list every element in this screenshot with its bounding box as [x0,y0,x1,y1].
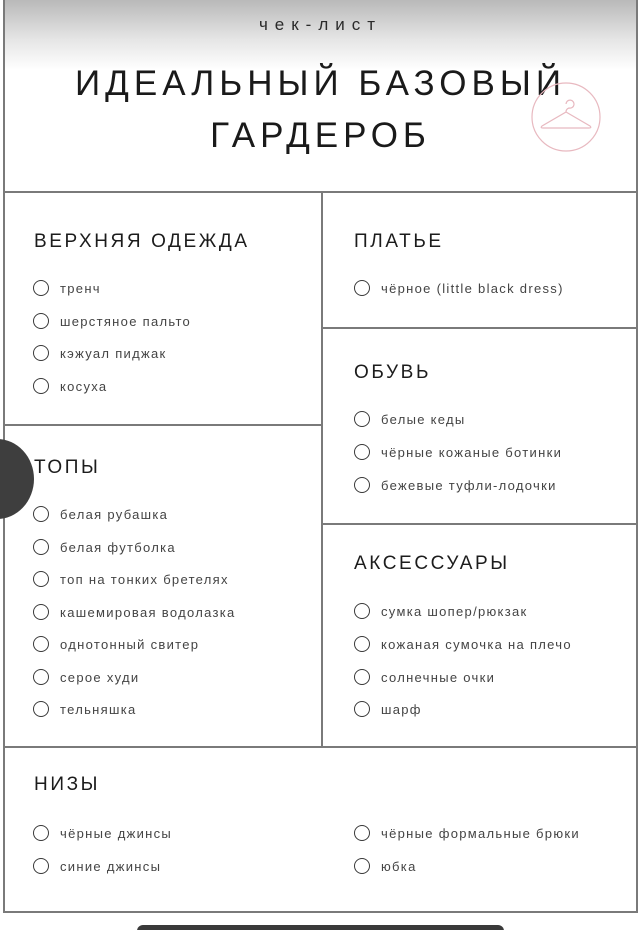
checklist-item[interactable]: кашемировая водолазка [33,602,236,622]
radio-circle[interactable] [33,506,49,522]
section-accessories [323,525,638,746]
checklist-item[interactable]: чёрные кожаные ботинки [354,442,562,462]
title-line-2: ГАРДЕРОБ [210,116,431,155]
section-title: ВЕРХНЯЯ ОДЕЖДА [34,231,250,252]
header [5,0,636,193]
checklist-item[interactable]: тельняшка [33,699,137,719]
checklist-item[interactable]: серое худи [33,667,139,687]
radio-circle[interactable] [33,825,49,841]
radio-circle[interactable] [33,604,49,620]
checklist-item[interactable]: солнечные очки [354,667,495,687]
checklist-item[interactable]: кожаная сумочка на плечо [354,634,572,654]
checklist-item[interactable]: чёрные формальные брюки [354,823,580,843]
section-title: НИЗЫ [34,774,101,795]
checklist-item[interactable]: юбка [354,856,417,876]
checklist-item[interactable]: кэжуал пиджак [33,343,167,363]
radio-circle[interactable] [33,571,49,587]
checklist-item[interactable]: бежевые туфли-лодочки [354,475,557,495]
radio-circle[interactable] [33,313,49,329]
radio-circle[interactable] [33,669,49,685]
radio-circle[interactable] [33,539,49,555]
section-title: АКСЕССУАРЫ [354,553,510,574]
title-line-1: ИДЕАЛЬНЫЙ БАЗОВЫЙ [74,64,566,103]
section-title: ПЛАТЬЕ [354,231,444,252]
radio-circle[interactable] [354,477,370,493]
checklist-item[interactable]: чёрное (little black dress) [354,278,564,298]
checklist-item[interactable]: синие джинсы [33,856,161,876]
section-outerwear [5,193,321,424]
radio-circle[interactable] [354,669,370,685]
radio-circle[interactable] [33,345,49,361]
radio-circle[interactable] [33,858,49,874]
footer-bar [137,925,504,930]
radio-circle[interactable] [33,701,49,717]
section-shoes [323,329,638,523]
radio-circle[interactable] [354,444,370,460]
section-dress [323,193,638,327]
checklist-item[interactable]: шарф [354,699,422,719]
radio-circle[interactable] [33,636,49,652]
radio-circle[interactable] [354,858,370,874]
radio-circle[interactable] [354,825,370,841]
checklist-item[interactable]: чёрные джинсы [33,823,172,843]
section-title: ТОПЫ [34,457,101,478]
checklist-item[interactable]: однотонный свитер [33,634,199,654]
radio-circle[interactable] [354,701,370,717]
radio-circle[interactable] [33,378,49,394]
hanger-icon [531,82,601,152]
subtitle: чек-лист [258,15,383,34]
radio-circle[interactable] [354,603,370,619]
radio-circle[interactable] [354,411,370,427]
radio-circle[interactable] [354,636,370,652]
checklist-item[interactable]: шерстяное пальто [33,311,191,331]
checklist-item[interactable]: белая рубашка [33,504,168,524]
checklist-item[interactable]: сумка шопер/рюкзак [354,601,527,621]
checklist-sheet [3,0,638,913]
checklist-item[interactable]: топ на тонких бретелях [33,569,229,589]
section-tops [5,426,321,746]
checklist-item[interactable]: белая футболка [33,537,176,557]
radio-circle[interactable] [354,280,370,296]
section-title: ОБУВЬ [354,362,432,383]
radio-circle[interactable] [33,280,49,296]
checklist-item[interactable]: белые кеды [354,409,466,429]
section-bottoms [5,748,638,911]
checklist-item[interactable]: косуха [33,376,107,396]
checklist-item[interactable]: тренч [33,278,101,298]
